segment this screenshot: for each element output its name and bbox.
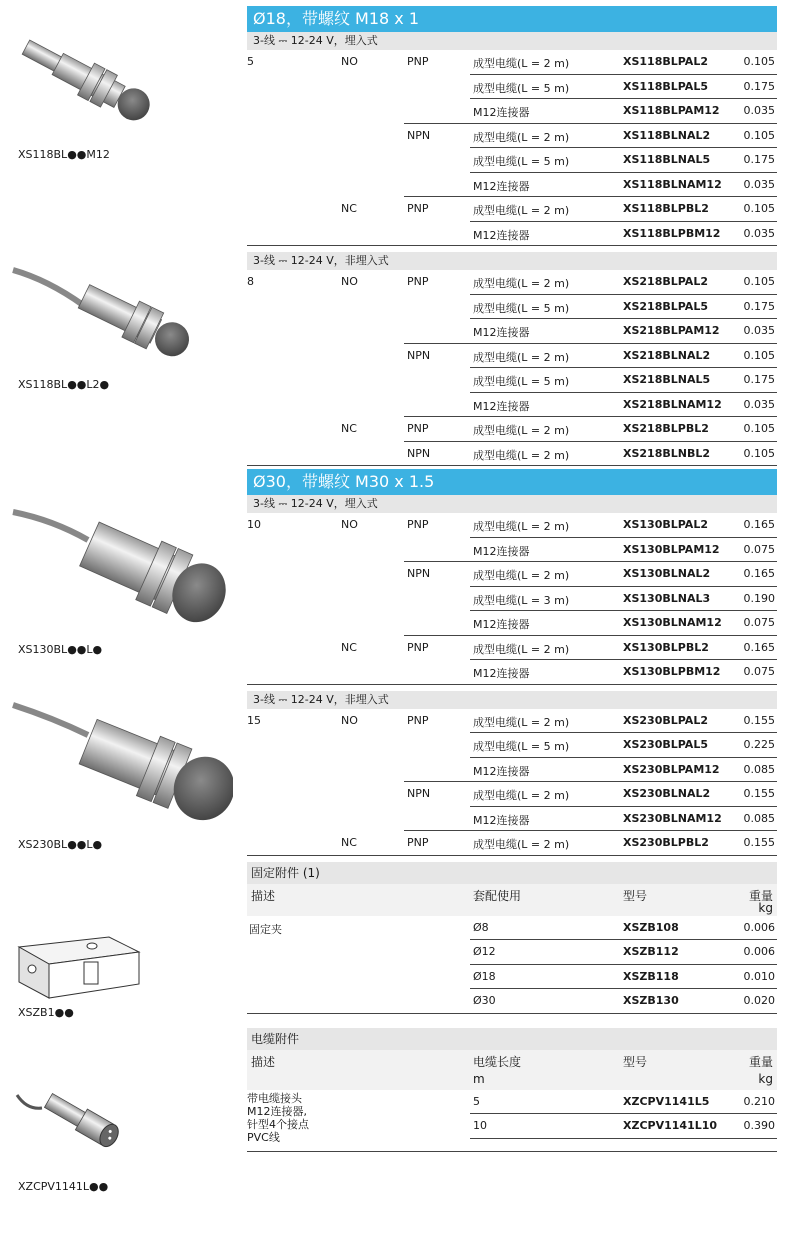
connection-cell: M12连接器 xyxy=(473,228,530,242)
weight-cell: 0.165 xyxy=(743,567,775,580)
table-row xyxy=(247,916,777,941)
weight-cell: 0.075 xyxy=(743,665,775,678)
table-row xyxy=(247,368,777,393)
product-label: XZCPV1141L●● xyxy=(18,1180,109,1193)
col-weight: 重量 xyxy=(748,1054,773,1069)
product-label: XS230BL●●L● xyxy=(18,838,103,851)
product-label: XS118BL●●L2● xyxy=(18,378,110,391)
connection-cell: M12连接器 xyxy=(473,179,530,193)
reference-cell: XS218BLNAL5 xyxy=(623,373,711,386)
cable-body xyxy=(247,1090,777,1152)
reference-cell: XZCPV1141L5 xyxy=(623,1094,710,1108)
type-cell: PNP xyxy=(407,640,429,654)
output-cell: NC xyxy=(341,422,357,435)
section-title-m18: Ø18，带螺纹 M18 x 1 xyxy=(247,6,777,32)
table-row xyxy=(247,222,777,247)
cable-accessories-title: 电缆附件 xyxy=(247,1028,777,1050)
type-cell: PNP xyxy=(407,836,429,849)
connection-cell: 成型电缆(L = 2 m) xyxy=(473,715,570,729)
table-row xyxy=(247,124,777,149)
table-row xyxy=(247,270,777,295)
type-cell: NPN xyxy=(407,446,431,460)
reference-cell: XS218BLPBL2 xyxy=(623,422,709,435)
output-cell: NO xyxy=(341,275,358,288)
output-cell: NC xyxy=(341,202,357,215)
reference-cell: XS118BLPAL5 xyxy=(623,79,708,93)
group-header: 3-线 ⎓ 12-24 V，埋入式 xyxy=(247,495,777,513)
sensor-xs118-m12-image xyxy=(8,30,178,145)
cable-column-headers xyxy=(247,1050,777,1090)
connection-cell: 成型电缆(L = 2 m) xyxy=(473,424,570,437)
weight-cell: 0.105 xyxy=(743,128,775,142)
fixing-clamp-image xyxy=(14,932,144,1004)
weight-cell: 0.006 xyxy=(743,945,775,958)
use-cell: Ø18 xyxy=(473,969,496,983)
table-row xyxy=(247,417,777,442)
output-cell: NC xyxy=(341,836,357,849)
col-desc: 描述 xyxy=(251,888,276,903)
weight-cell: 0.105 xyxy=(743,202,775,215)
col-len: 电缆长度 xyxy=(473,1054,522,1069)
reference-cell: XS230BLPAL2 xyxy=(623,713,708,727)
connection-cell: M12连接器 xyxy=(473,399,530,413)
reference-cell: XS118BLNAL5 xyxy=(623,153,711,166)
group-header: 3-线 ⎓ 12-24 V，埋入式 xyxy=(247,32,777,50)
weight-cell: 0.035 xyxy=(743,226,775,240)
col-use: 套配使用 xyxy=(473,888,522,903)
connection-cell: 成型电缆(L = 5 m) xyxy=(473,81,570,95)
reference-cell: XS218BLPAL2 xyxy=(623,275,708,288)
reference-cell: XS130BLNAM12 xyxy=(623,616,722,629)
weight-cell: 0.175 xyxy=(743,79,775,93)
m30-flush-rows xyxy=(247,513,777,685)
weight-cell: 0.155 xyxy=(743,787,775,800)
col-weight: 重量 xyxy=(748,888,773,903)
connection-cell: 成型电缆(L = 5 m) xyxy=(473,375,570,388)
output-cell: NO xyxy=(341,713,358,727)
type-cell: NPN xyxy=(407,567,431,580)
weight-cell: 0.225 xyxy=(743,738,775,751)
table-row xyxy=(247,807,777,832)
connection-cell: M12连接器 xyxy=(473,764,530,778)
m30-nonflush-rows xyxy=(247,709,777,856)
reference-cell: XS118BLPBM12 xyxy=(623,226,721,240)
section-title-m30: Ø30，带螺纹 M30 x 1.5 xyxy=(247,469,777,495)
table-row xyxy=(247,709,777,734)
use-cell: Ø30 xyxy=(473,994,496,1007)
connection-cell: 成型电缆(L = 2 m) xyxy=(473,448,570,462)
use-cell: 10 xyxy=(473,1119,487,1132)
table-row xyxy=(247,148,777,173)
table-row xyxy=(247,513,777,538)
table-row xyxy=(247,173,777,198)
reference-cell: XSZB112 xyxy=(623,945,679,958)
fixing-accessories-title: 固定附件 (1) xyxy=(247,862,777,884)
cable-connector-image xyxy=(12,1080,132,1170)
desc-line: 针型4个接点 xyxy=(247,1117,309,1131)
weight-cell: 0.105 xyxy=(743,55,775,68)
weight-cell: 0.035 xyxy=(743,177,775,191)
group-header: 3-线 ⎓ 12-24 V，非埋入式 xyxy=(247,691,777,709)
reference-cell: XSZB130 xyxy=(623,994,679,1007)
cable-rows xyxy=(247,1090,777,1139)
type-cell: PNP xyxy=(407,422,429,435)
col-desc: 描述 xyxy=(251,1054,276,1069)
connection-cell: 成型电缆(L = 2 m) xyxy=(473,277,570,290)
type-cell: PNP xyxy=(407,518,429,531)
type-cell: PNP xyxy=(407,275,429,288)
col-len-unit: m xyxy=(473,1071,485,1086)
connection-cell: 成型电缆(L = 2 m) xyxy=(473,520,570,533)
sensor-xs130-image xyxy=(8,490,233,640)
weight-cell: 0.020 xyxy=(743,994,775,1007)
table-row xyxy=(247,611,777,636)
col-ref: 型号 xyxy=(623,888,648,903)
product-image-column xyxy=(0,0,244,1251)
weight-cell: 0.085 xyxy=(743,762,775,776)
reference-cell: XS130BLPBL2 xyxy=(623,640,709,654)
col-unit: kg xyxy=(758,900,773,915)
reference-cell: XS130BLPBM12 xyxy=(623,665,721,678)
table-row xyxy=(247,75,777,100)
weight-cell: 0.075 xyxy=(743,542,775,556)
use-cell: Ø12 xyxy=(473,945,496,958)
reference-cell: XS218BLPAL5 xyxy=(623,299,708,313)
type-cell: NPN xyxy=(407,128,431,142)
weight-cell: 0.155 xyxy=(743,836,775,849)
reference-cell: XS230BLPBL2 xyxy=(623,836,709,849)
type-cell: PNP xyxy=(407,202,429,215)
weight-cell: 0.035 xyxy=(743,104,775,117)
weight-cell: 0.075 xyxy=(743,616,775,629)
weight-cell: 0.035 xyxy=(743,397,775,411)
type-cell: NPN xyxy=(407,348,431,362)
table-row xyxy=(247,636,777,661)
table-row xyxy=(247,393,777,418)
desc-line: M12连接器, xyxy=(247,1104,307,1118)
weight-cell: 0.155 xyxy=(743,713,775,727)
output-cell: NO xyxy=(341,55,358,68)
table-row xyxy=(247,587,777,612)
weight-cell: 0.035 xyxy=(743,324,775,337)
group-header: 3-线 ⎓ 12-24 V，非埋入式 xyxy=(247,252,777,270)
connection-cell: M12连接器 xyxy=(473,326,530,339)
connection-cell: 成型电缆(L = 5 m) xyxy=(473,740,570,753)
reference-cell: XS230BLNAL2 xyxy=(623,787,711,800)
catalog-table xyxy=(247,6,777,1152)
type-cell: PNP xyxy=(407,55,429,68)
fixing-item-desc: 固定夹 xyxy=(249,922,282,936)
connection-cell: 成型电缆(L = 5 m) xyxy=(473,155,570,168)
weight-cell: 0.165 xyxy=(743,640,775,654)
table-row xyxy=(247,965,777,990)
product-label: XS130BL●●L● xyxy=(18,643,103,656)
weight-cell: 0.105 xyxy=(743,422,775,435)
reference-cell: XS230BLPAL5 xyxy=(623,738,708,751)
reference-cell: XS218BLNAM12 xyxy=(623,397,722,411)
weight-cell: 0.006 xyxy=(743,920,775,934)
table-row xyxy=(247,940,777,965)
reference-cell: XZCPV1141L10 xyxy=(623,1119,718,1132)
use-cell: 5 xyxy=(473,1094,480,1108)
connection-cell: M12连接器 xyxy=(473,544,530,558)
reference-cell: XS118BLPAM12 xyxy=(623,104,720,117)
connection-cell: 成型电缆(L = 3 m) xyxy=(473,593,570,607)
table-row xyxy=(247,989,777,1014)
connection-cell: 成型电缆(L = 2 m) xyxy=(473,57,570,70)
reference-cell: XS230BLNAM12 xyxy=(623,811,722,825)
weight-cell: 0.105 xyxy=(743,446,775,460)
range-cell: 15 xyxy=(247,713,261,727)
weight-cell: 0.105 xyxy=(743,348,775,362)
connection-cell: 成型电缆(L = 2 m) xyxy=(473,789,570,802)
reference-cell: XS118BLNAM12 xyxy=(623,177,722,191)
type-cell: NPN xyxy=(407,787,431,800)
weight-cell: 0.175 xyxy=(743,373,775,386)
reference-cell: XS118BLNAL2 xyxy=(623,128,711,142)
use-cell: Ø8 xyxy=(473,920,489,934)
connection-cell: 成型电缆(L = 2 m) xyxy=(473,130,570,144)
table-row xyxy=(247,562,777,587)
table-row xyxy=(247,50,777,75)
reference-cell: XS218BLNBL2 xyxy=(623,446,711,460)
reference-cell: XSZB108 xyxy=(623,920,679,934)
weight-cell: 0.105 xyxy=(743,275,775,288)
weight-cell: 0.165 xyxy=(743,518,775,531)
desc-line: PVC线 xyxy=(247,1130,280,1144)
reference-cell: XS130BLPAL2 xyxy=(623,518,708,531)
reference-cell: XS130BLPAM12 xyxy=(623,542,720,556)
table-row xyxy=(247,99,777,124)
connection-cell: 成型电缆(L = 2 m) xyxy=(473,350,570,364)
range-cell: 10 xyxy=(247,518,261,531)
m18-flush-rows xyxy=(247,50,777,246)
reference-cell: XS130BLNAL2 xyxy=(623,567,711,580)
weight-cell: 0.390 xyxy=(743,1119,775,1132)
connection-cell: 成型电缆(L = 5 m) xyxy=(473,301,570,315)
connection-cell: M12连接器 xyxy=(473,667,530,680)
table-row xyxy=(247,295,777,320)
reference-cell: XS130BLNAL3 xyxy=(623,591,711,605)
table-row xyxy=(247,538,777,563)
connection-cell: M12连接器 xyxy=(473,106,530,119)
fixing-rows xyxy=(247,916,777,1014)
reference-cell: XS118BLPAL2 xyxy=(623,55,708,68)
col-w-unit: kg xyxy=(758,1071,773,1086)
connection-cell: 成型电缆(L = 2 m) xyxy=(473,642,570,656)
table-row xyxy=(247,1090,777,1115)
table-row xyxy=(247,782,777,807)
connection-cell: 成型电缆(L = 2 m) xyxy=(473,569,570,582)
range-cell: 5 xyxy=(247,55,254,68)
table-row xyxy=(247,319,777,344)
reference-cell: XSZB118 xyxy=(623,969,679,983)
connection-cell: M12连接器 xyxy=(473,813,530,827)
connection-cell: M12连接器 xyxy=(473,618,530,631)
reference-cell: XS218BLNAL2 xyxy=(623,348,711,362)
weight-cell: 0.010 xyxy=(743,969,775,983)
connection-cell: 成型电缆(L = 2 m) xyxy=(473,204,570,217)
weight-cell: 0.085 xyxy=(743,811,775,825)
table-row xyxy=(247,344,777,369)
weight-cell: 0.210 xyxy=(743,1094,775,1108)
range-cell: 8 xyxy=(247,275,254,288)
output-cell: NC xyxy=(341,640,357,654)
table-row xyxy=(247,660,777,685)
m18-nonflush-rows xyxy=(247,270,777,466)
table-row xyxy=(247,758,777,783)
fixing-column-headers xyxy=(247,884,777,916)
table-row xyxy=(247,442,777,467)
weight-cell: 0.190 xyxy=(743,591,775,605)
sensor-xs118-cable-image xyxy=(8,250,208,375)
product-label: XSZB1●● xyxy=(18,1006,74,1019)
weight-cell: 0.175 xyxy=(743,153,775,166)
type-cell: PNP xyxy=(407,713,429,727)
output-cell: NO xyxy=(341,518,358,531)
reference-cell: XS218BLPAM12 xyxy=(623,324,720,337)
product-label: XS118BL●●M12 xyxy=(18,148,110,161)
table-row xyxy=(247,733,777,758)
table-row xyxy=(247,197,777,222)
reference-cell: XS230BLPAM12 xyxy=(623,762,720,776)
desc-line: 带电缆接头 xyxy=(247,1091,302,1105)
connection-cell: 成型电缆(L = 2 m) xyxy=(473,838,570,851)
col-ref: 型号 xyxy=(623,1054,648,1069)
table-row xyxy=(247,831,777,856)
reference-cell: XS118BLPBL2 xyxy=(623,202,709,215)
table-row xyxy=(247,1114,777,1139)
sensor-xs230-image xyxy=(8,690,233,835)
weight-cell: 0.175 xyxy=(743,299,775,313)
